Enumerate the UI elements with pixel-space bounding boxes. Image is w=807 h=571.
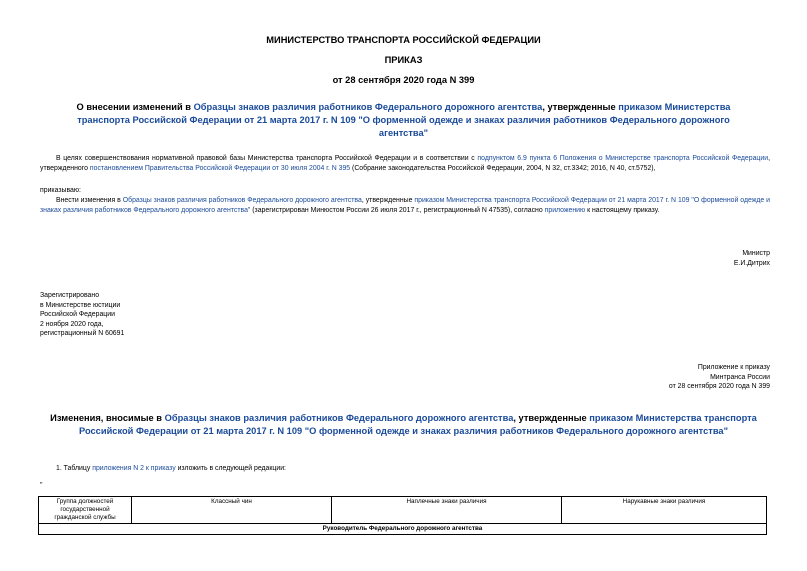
link-appendix[interactable]: приложению bbox=[544, 206, 586, 214]
header-class-rank: Классный чин bbox=[132, 497, 332, 524]
changes-link-badge-samples[interactable]: Образцы знаков различия работников Федерального дорожного агентства bbox=[164, 413, 514, 423]
item-text: изложить в следующей редакции: bbox=[175, 465, 286, 472]
registration-line: Российской Федерации bbox=[40, 311, 115, 318]
order-text: к настоящему приказу. bbox=[585, 206, 660, 214]
title-text: , утвержденные bbox=[542, 102, 619, 112]
changes-title-text: , утвержденные bbox=[513, 413, 590, 423]
changes-title bbox=[36, 412, 771, 438]
table-group-row-head: Руководитель Федерального дорожного агентства bbox=[39, 524, 767, 535]
item-text: 1. Таблицу bbox=[56, 465, 93, 472]
registration-line: в Министерстве юстиции bbox=[40, 301, 121, 309]
preamble-text: , утвержденного bbox=[40, 155, 770, 172]
order-text: Внести изменения в bbox=[56, 197, 123, 204]
registration-line: 2 ноября 2020 года, bbox=[40, 320, 104, 328]
ministry-heading: МИНИСТЕРСТВО ТРАНСПОРТА РОССИЙСКОЙ ФЕДЕРАЦИИ bbox=[266, 35, 541, 45]
changes-title-text: Изменения, вносимые в bbox=[50, 413, 165, 423]
registration-block bbox=[40, 291, 240, 339]
order-text: , утвержденные bbox=[361, 197, 415, 204]
document-title bbox=[60, 101, 747, 140]
preamble-text: В целях совершенствования нормативной правовой базы Министерства транспорта Российской Федерации и в соответствии с bbox=[56, 155, 478, 162]
signature-block bbox=[600, 249, 770, 268]
link-order-109[interactable]: приказом Министерства транспорта Российской Федерации от 21 марта 2017 г. N 109 "О форменной одежде и знаках различия работников Федерального дорожного агентства" bbox=[40, 197, 770, 214]
preamble-text: (Собрание законодательства Российской Федерации, 2004, N 32, ст.3342; 2016, N 40, ст.5752), bbox=[350, 164, 656, 172]
registration-line: Зарегистрировано bbox=[40, 292, 100, 299]
preamble-paragraph bbox=[40, 154, 770, 173]
signatory-position: Министр bbox=[742, 250, 770, 257]
link-regulation-subclause[interactable]: подпунктом 6.9 пункта 6 Положения о Министерстве транспорта Российской Федерации bbox=[477, 155, 769, 162]
appendix-line: Минтранса России bbox=[710, 373, 770, 381]
order-text: (зарегистрирован Минюстом России 26 июля 2017 г., регистрационный N 47535), согласно bbox=[250, 206, 545, 214]
appendix-line: Приложение к приказу bbox=[697, 364, 770, 371]
table-row bbox=[39, 524, 767, 535]
title-link-badge-samples[interactable]: Образцы знаков различия работников Федерального дорожного агентства bbox=[193, 102, 543, 112]
title-link-order-109[interactable]: приказом Министерства транспорта Российской Федерации от 21 марта 2017 г. N 109 "О форменной одежде и знаках различия работников Федерального дорожного агентства" bbox=[77, 102, 731, 138]
change-item-1 bbox=[56, 464, 286, 474]
link-badge-samples[interactable]: Образцы знаков различия работников Федерального дорожного агентства bbox=[122, 197, 362, 204]
header-shoulder-insignia: Наплечные знаки различия bbox=[332, 497, 562, 524]
header-sleeve-insignia: Нарукавные знаки различия bbox=[562, 497, 767, 524]
document-type: ПРИКАЗ bbox=[384, 55, 423, 65]
order-word: приказываю: bbox=[40, 187, 81, 194]
link-appendix-2[interactable]: приложения N 2 к приказу bbox=[92, 465, 176, 472]
order-paragraph bbox=[40, 196, 770, 215]
insignia-table bbox=[38, 496, 767, 535]
opening-quote: " bbox=[40, 482, 43, 489]
header-position-group: Группа должностей государственной гражданской службы bbox=[39, 497, 132, 524]
table-header-row bbox=[39, 497, 767, 524]
appendix-reference bbox=[570, 363, 770, 392]
signatory-name: Е.И.Дитрих bbox=[733, 259, 770, 267]
appendix-line: от 28 сентября 2020 года N 399 bbox=[668, 383, 770, 390]
document-date: от 28 сентября 2020 года N 399 bbox=[332, 75, 475, 85]
changes-link-order-109[interactable]: приказом Министерства транспорта Российской Федерации от 21 марта 2017 г. N 109 "О форменной одежде и знаках различия работников Федерального дорожного агентства" bbox=[78, 413, 757, 436]
registration-line: регистрационный N 60691 bbox=[40, 330, 125, 337]
title-text: О внесении изменений в bbox=[76, 102, 194, 112]
link-government-decree[interactable]: постановлением Правительства Российской Федерации от 30 июля 2004 г. N 395 bbox=[89, 164, 351, 172]
